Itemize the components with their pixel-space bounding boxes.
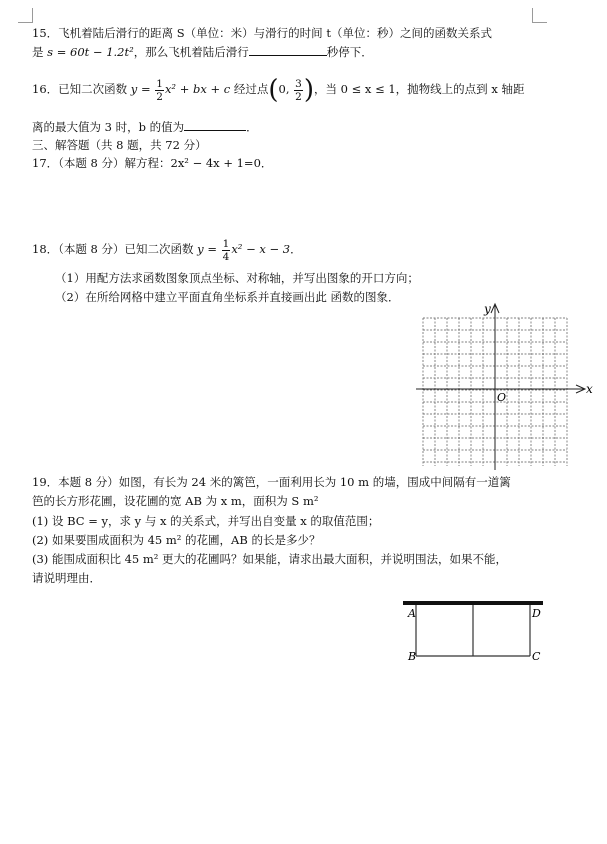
q18-sub2: （2）在所给网格中建立平面直角坐标系并直接画出此 函数的图象． bbox=[55, 290, 400, 304]
q19-sub1: (1) 设 BC = y，求 y 与 x 的关系式，并写出自变量 x 的取值范围； bbox=[32, 514, 380, 528]
q16-prefix: 16．已知二次函数 bbox=[32, 82, 131, 96]
q19-sub3: (3) 能围成面积比 45 m² 更大的花圃吗？如果能，请求出最大面积，并说明围法，如果不能， bbox=[32, 552, 508, 566]
q19-sub2: (2) 如果要围成面积为 45 m² 的花圃，AB 的长是多少？ bbox=[32, 533, 321, 547]
q18-prefix: 18．（本题 8 分）已知二次函数 bbox=[32, 242, 198, 256]
label-D: D bbox=[532, 607, 541, 620]
q19-sub3-cont: 请说明理由． bbox=[32, 571, 101, 585]
q18-func-rest: x² − x − 3 bbox=[231, 242, 291, 256]
q16-frac-num: 1 bbox=[156, 77, 163, 90]
origin-label: O bbox=[497, 391, 507, 404]
q16-func-y: y = bbox=[130, 82, 151, 96]
q16-frac-den: 2 bbox=[156, 90, 163, 103]
q18-func-y: y = bbox=[197, 242, 217, 256]
x-axis-label: x bbox=[586, 382, 593, 396]
q15-formula: s = 60t − 1.2t² bbox=[47, 45, 134, 59]
q16-line2-end: ． bbox=[246, 120, 258, 134]
q15-prefix: 是 bbox=[32, 45, 48, 59]
q16-mid: 经过点 bbox=[230, 82, 269, 96]
q16-line2-text: 离的最大值为 3 时，b 的值为 bbox=[32, 120, 185, 134]
q15-line1: 15．飞机着陆后滑行的距离 S（单位：米）与滑行的时间 t（单位：秒）之间的函数关系式 bbox=[32, 26, 492, 40]
q18-sub1: （1）用配方法求函数图象顶点坐标、对称轴，并写出图象的开口方向； bbox=[55, 271, 419, 285]
section-heading: 三、解答题（共 8 题，共 72 分） bbox=[32, 138, 207, 152]
q18-frac-den: 4 bbox=[222, 250, 230, 263]
label-C: C bbox=[532, 650, 541, 663]
y-axis-label: y bbox=[484, 302, 491, 316]
q16-left-paren: ( bbox=[268, 75, 279, 105]
q15-end: 秒停下． bbox=[326, 45, 373, 59]
q18-end: ． bbox=[290, 242, 302, 256]
label-B: B bbox=[408, 650, 417, 663]
q16-right-paren: ) bbox=[303, 75, 315, 105]
q16-pt-num: 3 bbox=[295, 77, 302, 90]
q17: 17．（本题 8 分）解方程：2x² − 4x + 1=0． bbox=[32, 156, 273, 170]
wall bbox=[403, 601, 543, 605]
q16-suffix: ，当 0 ≤ x ≤ 1，抛物线上的点到 x 轴距 bbox=[314, 82, 525, 96]
q16-pt-den: 2 bbox=[295, 90, 302, 103]
q19-line1: 19．本题 8 分）如图，有长为 24 米的篱笆，一面利用长为 10 m 的墙，围成中间隔有一道篱 bbox=[32, 475, 511, 489]
label-A: A bbox=[408, 607, 416, 620]
q19-line2: 笆的长方形花圃，设花圃的宽 AB 为 x m，面积为 S m² bbox=[32, 494, 319, 508]
q16-func-rest: x² + bx + c bbox=[164, 82, 231, 96]
q16-point-x: 0, bbox=[278, 82, 290, 96]
q15-suffix: ，那么飞机着陆后滑行 bbox=[133, 45, 249, 59]
q18-frac-num: 1 bbox=[222, 237, 230, 250]
